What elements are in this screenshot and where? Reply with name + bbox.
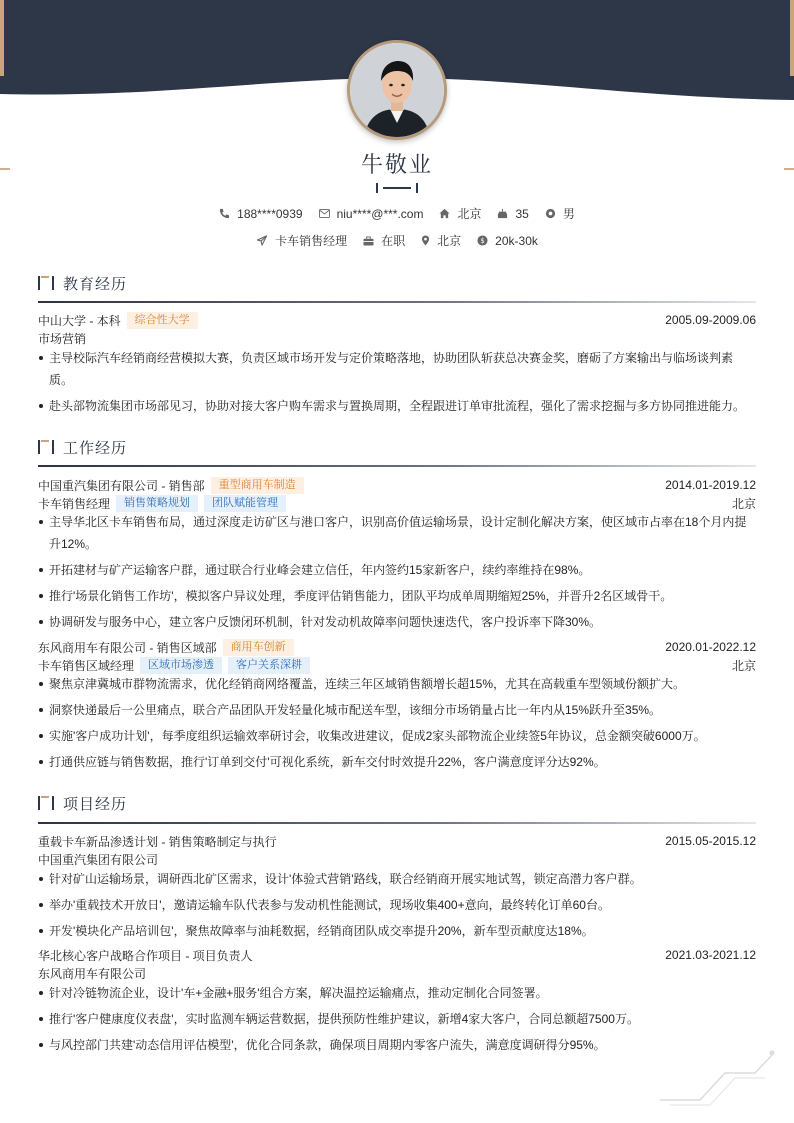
education-bullets <box>38 347 756 421</box>
major: 市场营销 <box>38 331 87 346</box>
project-date: 2015.05-2015.12 <box>665 834 756 848</box>
phone-number: 188****0939 <box>237 206 303 221</box>
phone-info <box>219 207 302 221</box>
job-city: 北京 <box>731 496 756 511</box>
list-item: 推行'客户健康度仪表盘'，实时监测车辆运营数据，提供预防性维护建议，新增4家大客户，合同总额超7500万。 <box>38 1008 756 1030</box>
section-title: 项目经历 <box>63 795 128 813</box>
list-item: 开拓建材与矿产运输客户群，通过联合行业峰会建立信任，年内签约15家新客户，续约率维持在98%。 <box>38 559 756 581</box>
salary-info <box>477 234 538 248</box>
job-role: 卡车销售经理 <box>38 496 111 511</box>
list-item: 针对矿山运输场景，调研西北矿区需求，设计'体验式营销'路线，联合经销商开展实地试驾，锁定高潜力客户群。 <box>38 868 756 890</box>
skill-tag: 区域市场渗透 <box>140 657 222 674</box>
list-item: 赴头部物流集团市场部见习，协助对接大客户购车需求与置换周期，全程跟进订单审批流程，强化了需求挖掘与多方协同推进能力。 <box>38 395 756 417</box>
job-city: 北京 <box>731 658 756 673</box>
contact-info-row <box>0 205 794 222</box>
project-bullets <box>38 868 756 946</box>
list-item: 协调研发与服务中心，建立客户反馈闭环机制，针对发动机故障率问题快速迭代，客户投诉率下降30%。 <box>38 611 756 633</box>
age-info <box>497 207 528 221</box>
skill-tag: 团队赋能管理 <box>204 495 286 512</box>
job-intention-row <box>0 232 794 249</box>
project-org-row <box>38 850 756 868</box>
home-icon <box>439 208 450 219</box>
list-item: 举办'重载技术开放日'，邀请运输车队代表参与发动机性能测试，现场收集400+意向，最终转化订单60台。 <box>38 894 756 916</box>
project-entry-header <box>38 946 756 964</box>
expected-salary: 20k-30k <box>495 233 538 248</box>
job-bullets <box>38 673 756 777</box>
list-item: 洞察快递最后一公里痛点，联合产品团队开发轻量化城市配送车型，该细分市场销量占比一年内从15%跃升至35%。 <box>38 699 756 721</box>
list-item: 聚焦京津冀城市群物流需求，优化经销商网络覆盖，连续三年区域销售额增长超15%，尤其在高载重车型领域份额扩大。 <box>38 673 756 695</box>
candidate-name: 牛敬业 <box>360 152 433 177</box>
section-title: 教育经历 <box>63 275 128 293</box>
section-divider <box>38 822 756 824</box>
project-org: 中国重汽集团有限公司 <box>38 852 159 867</box>
list-item: 推行'场景化销售工作坊'，模拟客户异议处理，季度评估销售能力，团队平均成单周期缩短25%，并晋升2名区域骨干。 <box>38 585 756 607</box>
section-projects-heading <box>38 792 127 814</box>
skill-tag: 客户关系深耕 <box>228 657 310 674</box>
job-bullets <box>38 511 756 637</box>
industry-tag: 商用车创新 <box>223 639 294 656</box>
mail-icon <box>319 209 330 218</box>
job-date: 2014.01-2019.12 <box>665 478 756 492</box>
svg-text:$: $ <box>480 236 485 245</box>
target-city-info <box>421 232 461 249</box>
phone-icon <box>219 208 230 219</box>
name-divider-ornament <box>376 182 418 194</box>
location-pin-icon <box>421 235 430 246</box>
project-name: 重载卡车新品渗透计划 - 销售策略制定与执行 <box>38 834 277 849</box>
job-role: 卡车销售区域经理 <box>38 658 135 673</box>
major-row <box>38 329 756 347</box>
project-org: 东风商用车有限公司 <box>38 966 147 981</box>
education-entry-header <box>38 311 756 329</box>
list-item: 与风控部门共建'动态信用评估模型'，优化合同条款，确保项目周期内零客户流失，满意度调研得分95%。 <box>38 1034 756 1056</box>
residence-info <box>439 205 481 222</box>
section-divider <box>38 301 756 303</box>
education-date: 2005.09-2009.06 <box>665 313 756 327</box>
industry-tag: 重型商用车制造 <box>211 477 304 494</box>
list-item: 实施'客户成功计划'，每季度组织运输效率研讨会，收集改进建议，促成2家头部物流企业续签5年协议，总金额突破6000万。 <box>38 725 756 747</box>
skill-tag: 销售策略规划 <box>116 495 198 512</box>
project-name: 华北核心客户战略合作项目 - 项目负责人 <box>38 948 253 963</box>
residence-city: 北京 <box>457 207 482 221</box>
employment-status: 在职 <box>381 234 406 248</box>
list-item: 打通供应链与销售数据，推行'订单到交付'可视化系统，新车交付时效提升22%，客户满意度评分达92%。 <box>38 751 756 773</box>
job-date: 2020.01-2022.12 <box>665 640 756 654</box>
project-entry-header <box>38 832 756 850</box>
school-tag: 综合性大学 <box>127 312 198 329</box>
email-info <box>319 207 424 221</box>
target-city: 北京 <box>437 234 462 248</box>
section-mark-icon <box>38 440 54 454</box>
list-item: 主导华北区卡车销售布局，通过深度走访矿区与港口客户，识别高价值运输场景，设计定制化解决方案，使区域市占率在18个月内提升12%。 <box>38 511 756 555</box>
email-address: niu****@***.com <box>336 206 424 221</box>
briefcase-icon <box>363 236 374 246</box>
section-education-heading <box>38 272 127 294</box>
job-role-row <box>38 656 756 674</box>
project-date: 2021.03-2021.12 <box>665 948 756 962</box>
section-mark-icon <box>38 276 54 290</box>
company-name: 东风商用车有限公司 - 销售区域部 <box>38 640 217 655</box>
status-info <box>363 232 405 249</box>
list-item: 针对冷链物流企业，设计'车+金融+服务'组合方案，解决温控运输痛点，推动定制化合同签署。 <box>38 982 756 1004</box>
school-name: 中山大学 - 本科 <box>38 313 121 328</box>
section-title: 工作经历 <box>63 439 128 457</box>
company-name: 中国重汽集团有限公司 - 销售部 <box>38 478 205 493</box>
section-work-heading <box>38 436 127 458</box>
list-item: 开发'模块化产品培训包'，聚焦故障率与油耗数据，经销商团队成交率提升20%，新车型贡献度达18%。 <box>38 920 756 942</box>
section-divider <box>38 465 756 467</box>
cake-icon <box>497 208 508 219</box>
age-value: 35 <box>515 206 529 221</box>
target-job: 卡车销售经理 <box>275 234 348 248</box>
target-job-info <box>256 232 347 249</box>
job-entry-header <box>38 638 756 656</box>
coin-icon <box>477 235 488 246</box>
section-mark-icon <box>38 796 54 810</box>
project-bullets <box>38 982 756 1060</box>
gender-info <box>545 205 575 222</box>
gender-value: 男 <box>562 207 575 221</box>
gender-icon <box>545 208 556 219</box>
avatar <box>347 40 447 140</box>
list-item: 主导校际汽车经销商经营模拟大赛，负责区域市场开发与定价策略落地，协助团队斩获总决赛金奖，磨砺了方案输出与临场谈判素质。 <box>38 347 756 391</box>
send-icon <box>256 235 268 246</box>
corner-line-ornament <box>655 1045 780 1107</box>
job-entry-header <box>38 476 756 494</box>
job-role-row <box>38 494 756 512</box>
project-org-row <box>38 964 756 982</box>
